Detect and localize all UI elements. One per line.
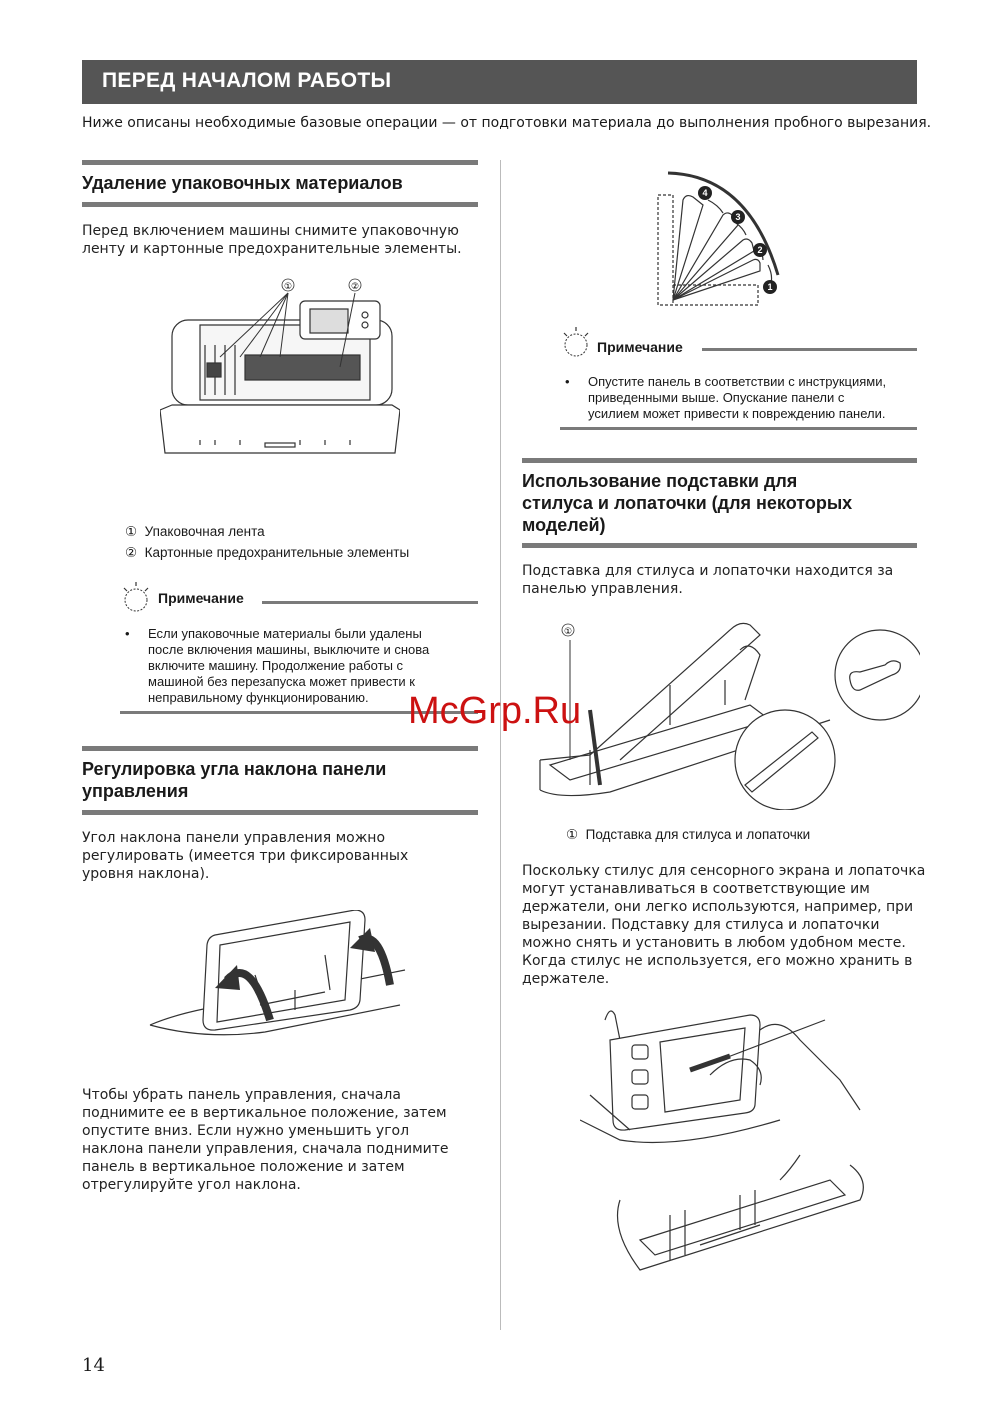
- page-number: 14: [82, 1355, 105, 1376]
- section1-body: Перед включением машины снимите упаковочную ленту и картонные предохранительные элементы.: [82, 223, 462, 257]
- section-rule: [82, 810, 478, 815]
- panel-tilt-illustration: [145, 910, 415, 1040]
- page-title: ПЕРЕД НАЧАЛОМ РАБОТЫ: [102, 69, 392, 92]
- legend-item: ② Картонные предохранительные элементы: [125, 545, 410, 560]
- note-bullet: •: [125, 626, 130, 641]
- stylus-usage-illustration: [580, 1000, 880, 1290]
- section2-body-2: Чтобы убрать панель управления, сначала поднимите ее в вертикальное положение, затем опустите вниз. Если нужно уменьшить угол наклона панели управления, сначала поднимите панель в вертикальное положение и затем отрегулируйте угол наклона.: [82, 1087, 449, 1193]
- machine-illustration: [160, 275, 400, 465]
- callout-1: ①: [283, 282, 293, 292]
- section-banner: [82, 60, 917, 104]
- section-rule: [82, 746, 478, 751]
- stylus-holder-illustration: [530, 610, 920, 810]
- note-bullet: •: [565, 374, 570, 389]
- note-rule: [560, 427, 917, 430]
- tilt-angle-diagram: [648, 165, 798, 315]
- note-rule: [262, 601, 478, 604]
- callout-2: ②: [350, 282, 360, 292]
- section-heading-tilt: Регулировка угла наклона панели управления: [82, 759, 387, 801]
- column-divider: [500, 160, 501, 1330]
- section-rule: [522, 458, 917, 463]
- legend-item: ① Подставка для стилуса и лопаточки: [566, 827, 811, 842]
- section-rule: [82, 202, 478, 207]
- note-title: Примечание: [597, 339, 689, 355]
- note-text: Опустите панель в соответствии с инструкциями, приведенными выше. Опускание панели с усилием может привести к повреждению панели.: [588, 374, 887, 421]
- section3-body-2: Поскольку стилус для сенсорного экрана и лопаточка могут устанавливаться в соответствующие им держатели, они легко используются, например, при вырезании. Подставку для стилуса и лопаточки можно снять и установить в любом удобном месте. Когда стилус не используется, его можно хранить в держателе.: [522, 863, 926, 987]
- intro-text: Ниже описаны необходимые базовые операции — от подготовки материала до выполнения пробного вырезания.: [82, 115, 932, 131]
- legend-item: ① Упаковочная лента: [125, 524, 265, 539]
- section-rule: [82, 160, 478, 165]
- section-rule: [522, 543, 917, 548]
- callout-holder: ①: [563, 627, 573, 637]
- section2-body: Угол наклона панели управления можно регулировать (имеется три фиксированных уровня наклона).: [82, 830, 409, 882]
- section3-body: Подставка для стилуса и лопаточки находится за панелью управления.: [522, 563, 894, 597]
- note-text: Если упаковочные материалы были удалены после включения машины, выключите и снова включите машину. Продолжение работы с машиной без перезапуска может привести к неправильному функционированию.: [148, 626, 430, 705]
- section-heading-unpacking: Удаление упаковочных материалов: [82, 173, 403, 193]
- section-heading-stylus-holder: Использование подставки для стилуса и лопаточки (для некоторых моделей): [522, 471, 853, 535]
- note-bulb-icon: [558, 325, 594, 359]
- angle-label-3: 3: [735, 212, 741, 222]
- angle-label-4: 4: [702, 188, 708, 198]
- watermark: McGrp.Ru: [408, 690, 582, 732]
- angle-label-1: 1: [767, 282, 773, 292]
- note-rule: [702, 348, 917, 351]
- note-title: Примечание: [158, 590, 250, 606]
- angle-label-2: 2: [757, 245, 763, 255]
- note-bulb-icon: [118, 580, 154, 614]
